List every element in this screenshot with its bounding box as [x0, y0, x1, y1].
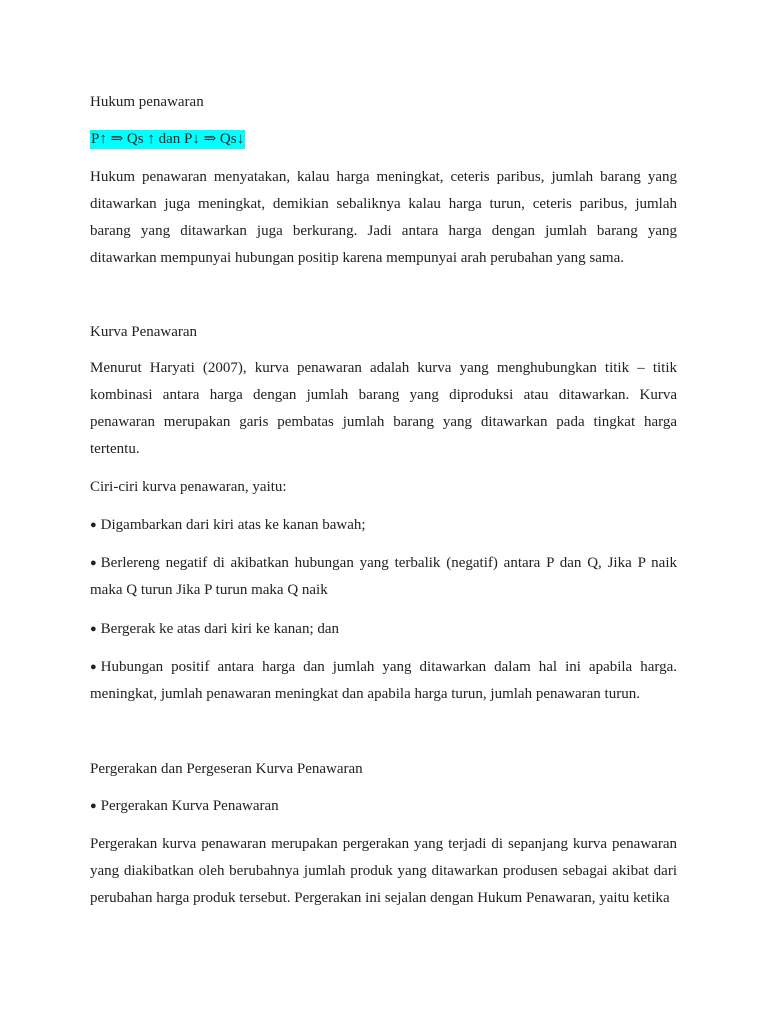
heading-hukum-penawaran: Hukum penawaran — [90, 94, 204, 110]
ciri-list-item — [90, 550, 677, 604]
ciri-list-item — [90, 654, 677, 708]
ciri-list-item — [90, 512, 677, 539]
paragraph-hukum-penawaran: Hukum penawaran menyatakan, kalau harga meningkat, ceteris paribus, jumlah barang yang ditawarkan juga meningkat, demikian sebaliknya kalau harga turun, ceteris paribus, jumlah barang yang ditawarkan juga berkurang. Jadi antara harga dengan jumlah barang yang ditawarkan mempunyai hubungan positip karena mempunyai arah perubahan yang sama. — [90, 169, 677, 266]
ciri-list-item — [90, 616, 677, 643]
pergerakan-list-item — [90, 793, 677, 820]
highlighted-formula: P↑ ⇒ Qs ↑ dan P↓ ⇒ Qs↓ — [91, 131, 245, 147]
bullet-icon: ● — [90, 623, 97, 635]
ciri-item-text: Bergerak ke atas dari kiri ke kanan; dan — [100, 621, 340, 637]
heading-pergerakan-pergeseran: Pergerakan dan Pergeseran Kurva Penawaran — [90, 761, 363, 777]
ciri-item-text: Hubungan positif antara harga dan jumlah yang ditawarkan dalam hal ini apabila harga. meningkat, jumlah penawaran meningkat dan apabila harga turun, jumlah penawaran turun. — [90, 659, 677, 702]
bullet-icon: ● — [90, 557, 97, 569]
ciri-item-text: Digambarkan dari kiri atas ke kanan bawah; — [100, 517, 366, 533]
paragraph-pergerakan-kurva: Pergerakan kurva penawaran merupakan pergerakan yang terjadi di sepanjang kurva penawaran yang diakibatkan oleh berubahnya jumlah produk yang ditawarkan produsen sebagai akibat dari perubahan harga produk tersebut. Pergerakan ini sejalan dengan Hukum Penawaran, yaitu ketika — [90, 836, 677, 906]
ciri-ciri-intro: Ciri-ciri kurva penawaran, yaitu: — [90, 479, 287, 495]
heading-kurva-penawaran: Kurva Penawaran — [90, 324, 198, 340]
bullet-icon: ● — [90, 800, 97, 812]
ciri-item-text: Berlereng negatif di akibatkan hubungan yang terbalik (negatif) antara P dan Q, Jika P naik maka Q turun Jika P turun maka Q naik — [90, 555, 677, 598]
pergerakan-item-text: Pergerakan Kurva Penawaran — [100, 798, 279, 814]
bullet-icon: ● — [90, 661, 97, 673]
bullet-icon: ● — [90, 519, 97, 531]
paragraph-kurva-penawaran: Menurut Haryati (2007), kurva penawaran adalah kurva yang menghubungkan titik – titik kombinasi antara harga dengan jumlah barang yang diproduksi atau ditawarkan. Kurva penawaran merupakan garis pembatas jumlah barang yang ditawarkan pada tingkat harga tertentu. — [90, 360, 677, 457]
